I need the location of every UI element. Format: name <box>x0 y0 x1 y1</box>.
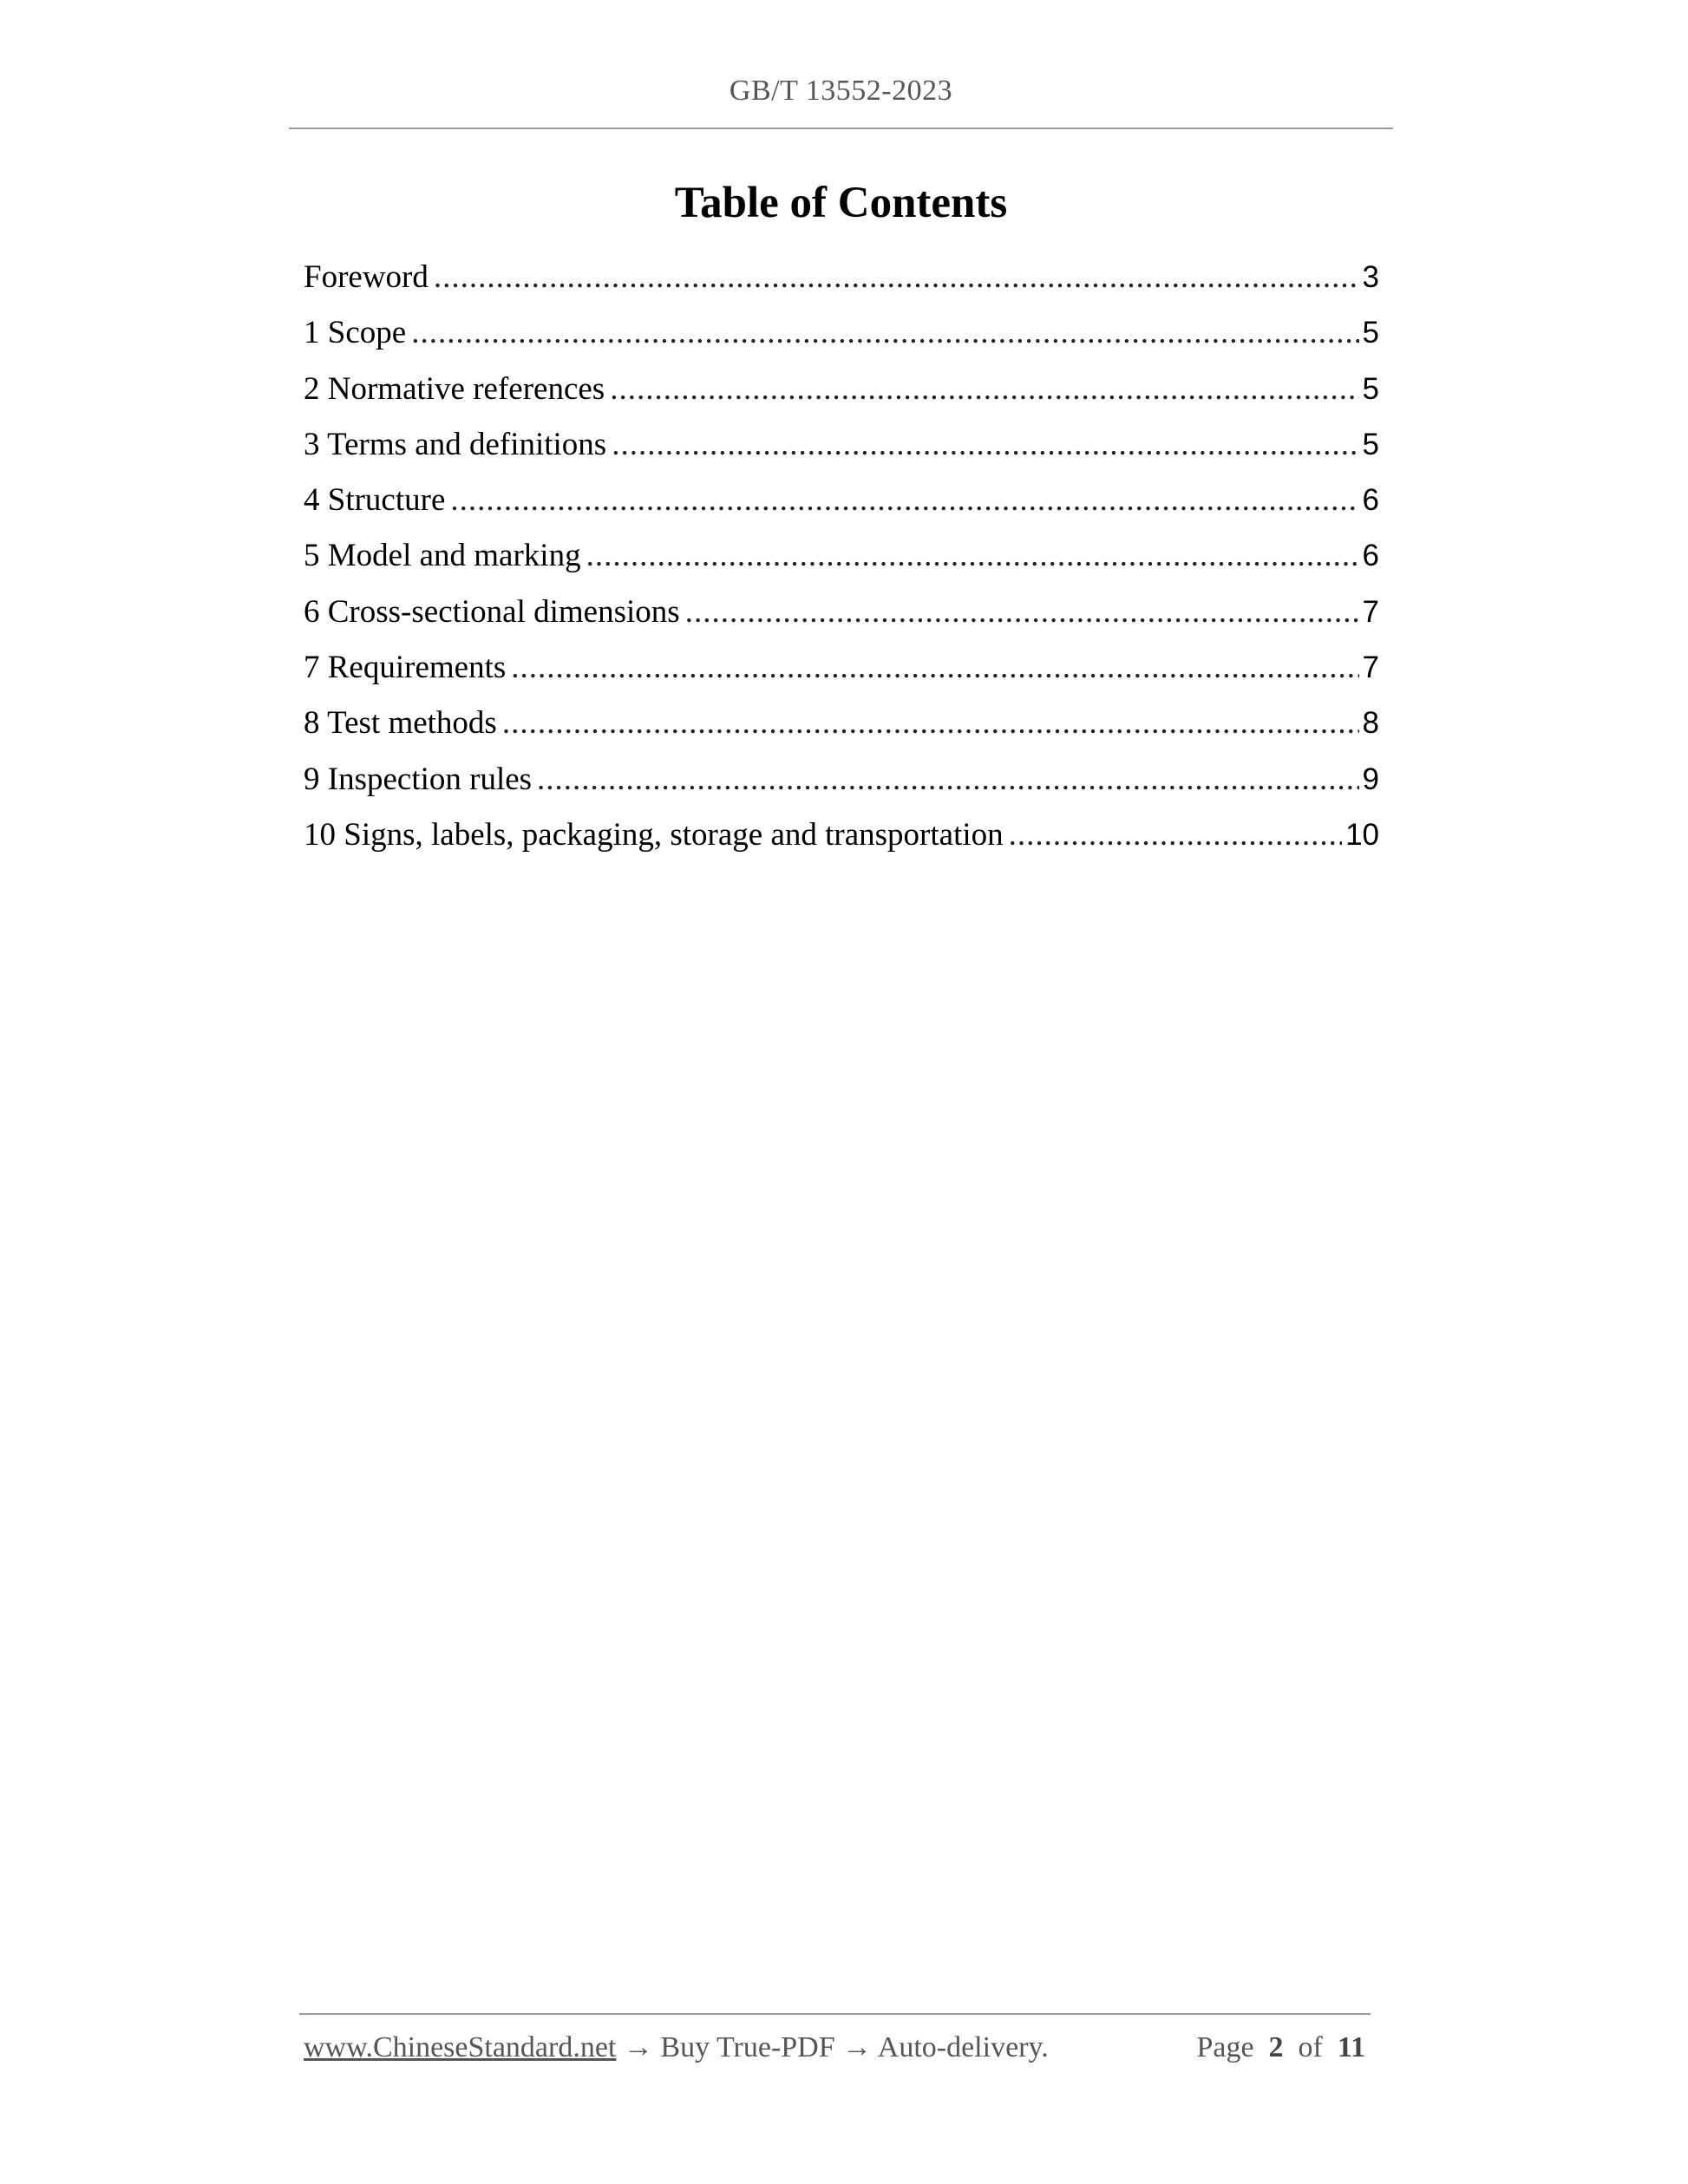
current-page-number: 2 <box>1268 2031 1284 2063</box>
toc-entry-label: 6 Cross-sectional dimensions <box>304 593 680 630</box>
toc-entry-scope[interactable] <box>304 314 1379 369</box>
toc-entry-requirements[interactable] <box>304 649 1379 704</box>
toc-dot-leader <box>685 593 1359 631</box>
toc-dot-leader <box>586 537 1359 574</box>
toc-entry-label: 7 Requirements <box>304 650 507 686</box>
toc-entry-cross-sectional-dimensions[interactable] <box>304 593 1379 649</box>
toc-dot-leader <box>502 704 1359 742</box>
auto-delivery-text: Auto-delivery. <box>877 2031 1049 2063</box>
footer-divider <box>299 2013 1371 2015</box>
toc-entry-model-and-marking[interactable] <box>304 537 1379 592</box>
toc-entry-page: 6 <box>1362 483 1379 518</box>
toc-dot-leader <box>612 426 1358 463</box>
toc-entry-label: Foreword <box>304 259 429 295</box>
toc-entry-page: 7 <box>1362 594 1379 629</box>
toc-entry-label: 4 Structure <box>304 482 446 519</box>
page-indicator <box>1196 2031 1365 2064</box>
page-header <box>289 73 1393 129</box>
toc-dot-leader <box>450 481 1358 519</box>
toc-entry-signs-labels-packaging[interactable] <box>304 816 1379 872</box>
total-pages-number: 11 <box>1337 2031 1365 2063</box>
toc-entry-label: 10 Signs, labels, packaging, storage and transportation <box>304 816 1004 853</box>
toc-entry-label: 8 Test methods <box>304 705 497 742</box>
toc-entry-page: 7 <box>1362 651 1379 685</box>
toc-entry-page: 5 <box>1362 427 1379 461</box>
footer-promo <box>304 2031 1049 2064</box>
toc-entry-label: 9 Inspection rules <box>304 761 533 797</box>
arrow-right-icon: → <box>842 2031 873 2063</box>
toc-entry-terms-and-definitions[interactable] <box>304 426 1379 481</box>
toc-entry-normative-references[interactable] <box>304 370 1379 426</box>
toc-entry-page: 6 <box>1362 539 1379 573</box>
toc-entry-label: 1 Scope <box>304 315 407 351</box>
toc-entry-page: 8 <box>1362 706 1379 741</box>
toc-entry-label: 5 Model and marking <box>304 538 581 574</box>
toc-list <box>304 258 1379 872</box>
of-word: of <box>1298 2031 1323 2063</box>
toc-entry-page: 5 <box>1362 371 1379 406</box>
toc-dot-leader <box>411 314 1358 351</box>
document-code: GB/T 13552-2023 <box>729 75 953 107</box>
toc-entry-label: 2 Normative references <box>304 370 605 407</box>
toc-dot-leader <box>434 258 1359 296</box>
toc-dot-leader <box>1009 816 1342 853</box>
toc-entry-test-methods[interactable] <box>304 704 1379 760</box>
arrow-right-icon: → <box>623 2031 653 2063</box>
page-word: Page <box>1196 2031 1254 2063</box>
page-footer <box>304 2031 1371 2075</box>
site-link[interactable]: www.ChineseStandard.net <box>304 2031 617 2063</box>
toc-entry-inspection-rules[interactable] <box>304 761 1379 816</box>
toc-entry-structure[interactable] <box>304 481 1379 537</box>
toc-entry-page: 10 <box>1345 817 1379 852</box>
toc-title: Table of Contents <box>674 179 1008 227</box>
toc-entry-page: 9 <box>1362 762 1379 796</box>
toc-entry-foreword[interactable] <box>304 258 1379 314</box>
toc-entry-label: 3 Terms and definitions <box>304 426 607 462</box>
toc-dot-leader <box>537 761 1358 798</box>
toc-entry-page: 3 <box>1362 260 1379 294</box>
toc-dot-leader <box>610 370 1358 408</box>
toc-dot-leader <box>511 649 1358 686</box>
toc-entry-page: 5 <box>1362 316 1379 350</box>
buy-true-pdf-text: Buy True-PDF <box>660 2031 835 2063</box>
